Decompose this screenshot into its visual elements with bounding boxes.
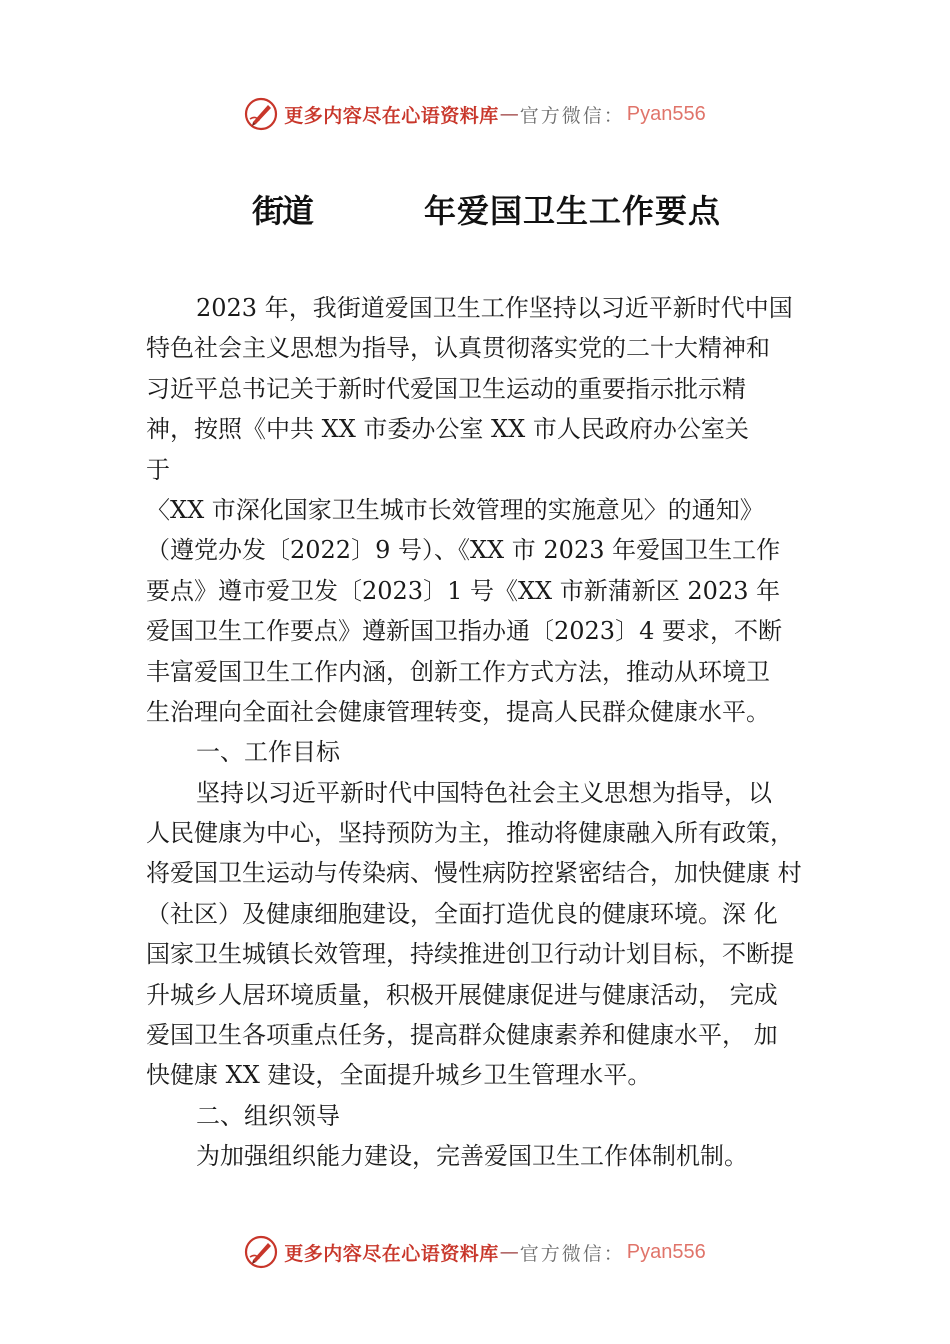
- body-line: 习近平总书记关于新时代爱国卫生运动的重要指示批示精: [146, 374, 746, 403]
- body-line: 丰富爱国卫生工作内涵，创新工作方式方法，推动从环境卫: [146, 657, 770, 686]
- watermark-footer: [0, 1232, 950, 1272]
- body-line: 〈XX 市深化国家卫生城市长效管理的实施意见〉的通知》: [146, 495, 764, 524]
- body-line: （社区）及健康细胞建设，全面打造优良的健康环境。深 化: [146, 899, 778, 928]
- body-line: 于: [146, 455, 170, 484]
- watermark-wechat-id: Pyan556: [626, 1240, 706, 1263]
- document-body: [146, 288, 836, 1177]
- section-heading: 一、工作目标: [196, 738, 340, 767]
- body-line: 为加强组织能力建设，完善爱国卫生工作体制机制。: [196, 1142, 748, 1171]
- body-line: 特色社会主义思想为指导，认真贯彻落实党的二十大精神和: [146, 334, 770, 363]
- body-line: （遵党办发〔2022〕9 号）、《XX 市 2023 年爱国卫生工作: [146, 536, 781, 565]
- body-line: 将爱国卫生运动与传染病、慢性病防控紧密结合，加快健康 村: [146, 859, 802, 888]
- document-title: [0, 186, 950, 236]
- body-line: 2023 年，我街道爱国卫生工作坚持以习近平新时代中国: [196, 294, 793, 322]
- title-part-1: 街道: [252, 192, 313, 230]
- watermark-text: 更多内容尽在心语资料库: [284, 104, 499, 127]
- body-line: 爱国卫生工作要点》遵新国卫指办通〔2023〕4 要求，不断: [146, 617, 782, 646]
- pen-logo-icon: [244, 97, 278, 131]
- body-line: 神，按照《中共 XX 市委办公室 XX 市人民政府办公室关: [146, 415, 749, 444]
- body-line: 国家卫生城镇长效管理，持续推进创卫行动计划目标，不断提: [146, 940, 794, 969]
- watermark-wechat-id: Pyan556: [626, 102, 706, 125]
- watermark-header: [0, 94, 950, 134]
- body-line: 爱国卫生各项重点任务，提高群众健康素养和健康水平， 加: [146, 1021, 778, 1050]
- body-line: 人民健康为中心，坚持预防为主，推动将健康融入所有政策，: [146, 819, 794, 848]
- watermark-dash: —: [499, 103, 519, 125]
- watermark-dash: —: [499, 1241, 519, 1263]
- watermark-text: 更多内容尽在心语资料库: [284, 1242, 499, 1265]
- body-line: 要点》遵市爱卫发〔2023〕1 号《XX 市新蒲新区 2023 年: [146, 576, 781, 605]
- watermark-official: 官方微信：: [519, 104, 625, 127]
- watermark-official: 官方微信：: [519, 1242, 625, 1265]
- title-part-2: 年爱国卫生工作要点: [424, 192, 722, 230]
- section-heading: 二、组织领导: [196, 1101, 340, 1130]
- body-line: 快健康 XX 建设，全面提升城乡卫生管理水平。: [146, 1061, 652, 1090]
- body-line: 生治理向全面社会健康管理转变，提高人民群众健康水平。: [146, 697, 770, 726]
- body-line: 坚持以习近平新时代中国特色社会主义思想为指导，以: [196, 778, 772, 807]
- pen-logo-icon: [244, 1235, 278, 1269]
- body-line: 升城乡人居环境质量，积极开展健康促进与健康活动， 完成: [146, 980, 778, 1009]
